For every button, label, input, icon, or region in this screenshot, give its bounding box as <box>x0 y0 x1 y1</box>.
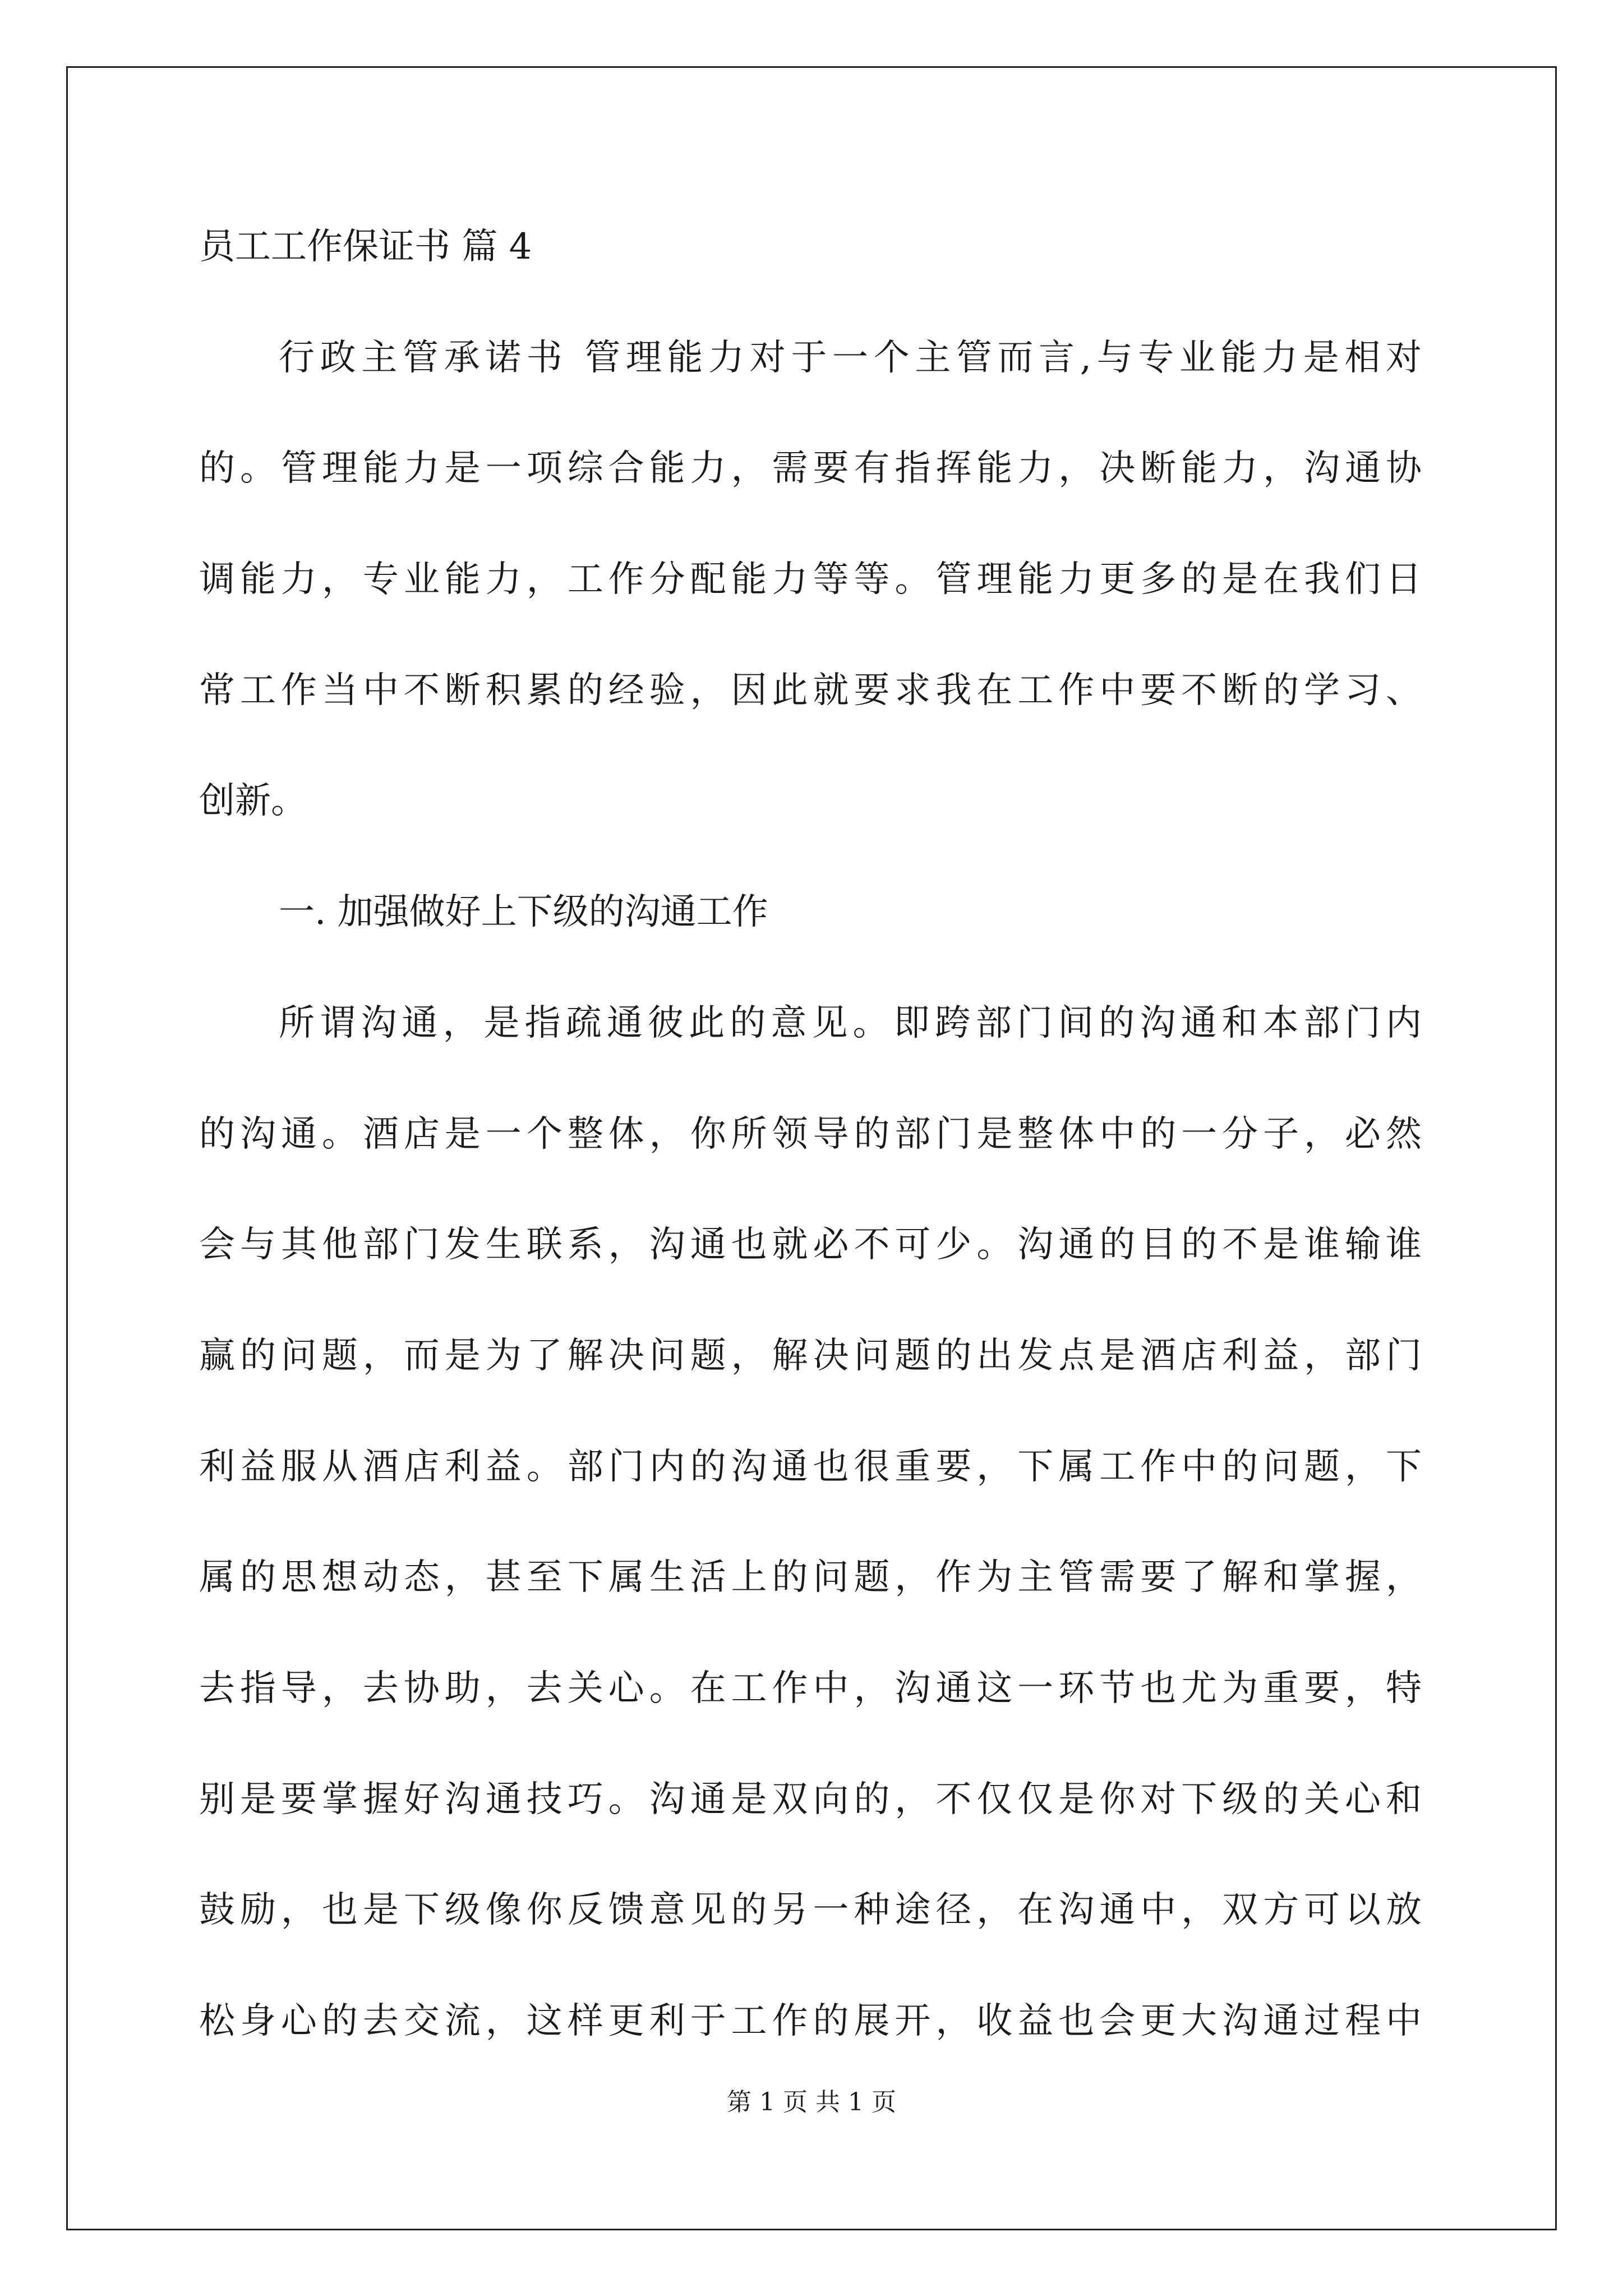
page-number-footer: 第 1 页 共 1 页 <box>727 2088 896 2116</box>
paragraph-line: 的沟通。酒店是一个整体，你所领导的部门是整体中的一分子，必然 <box>199 1114 1422 1155</box>
paragraph-line: 鼓励，也是下级像你反馈意见的另一种途径，在沟通中，双方可以放 <box>199 1889 1422 1931</box>
paragraph-line: 松身心的去交流，这样更利于工作的展开，收益也会更大沟通过程中 <box>199 2000 1422 2042</box>
paragraph-line: 调能力，专业能力，工作分配能力等等。管理能力更多的是在我们日 <box>199 559 1422 600</box>
heading-line: 一. 加强做好上下级的沟通工作 <box>279 891 768 933</box>
paragraph-line: 创新。 <box>199 780 307 822</box>
paragraph-line: 属的思想动态，甚至下属生活上的问题，作为主管需要了解和掌握， <box>199 1557 1422 1598</box>
paragraph-line: 利益服从酒店利益。部门内的沟通也很重要，下属工作中的问题，下 <box>199 1446 1422 1488</box>
paragraph-line: 会与其他部门发生联系，沟通也就必不可少。沟通的目的不是谁输谁 <box>199 1224 1422 1266</box>
paragraph-line: 的。管理能力是一项综合能力，需要有指挥能力，决断能力，沟通协 <box>199 448 1422 489</box>
paragraph-line: 去指导，去协助，去关心。在工作中，沟通这一环节也尤为重要，特 <box>199 1668 1422 1709</box>
paragraph-line: 行政主管承诺书 管理能力对于一个主管而言,与专业能力是相对 <box>279 337 1422 379</box>
paragraph-line: 常工作当中不断积累的经验，因此就要求我在工作中要不断的学习、 <box>199 670 1422 711</box>
paragraph-line: 所谓沟通，是指疏通彼此的意见。即跨部门间的沟通和本部门内 <box>279 1002 1422 1044</box>
paragraph-line: 别是要掌握好沟通技巧。沟通是双向的，不仅仅是你对下级的关心和 <box>199 1779 1422 1820</box>
paragraph-line: 赢的问题，而是为了解决问题，解决问题的出发点是酒店利益，部门 <box>199 1335 1422 1377</box>
document-title: 员工工作保证书 篇 4 <box>199 226 532 268</box>
